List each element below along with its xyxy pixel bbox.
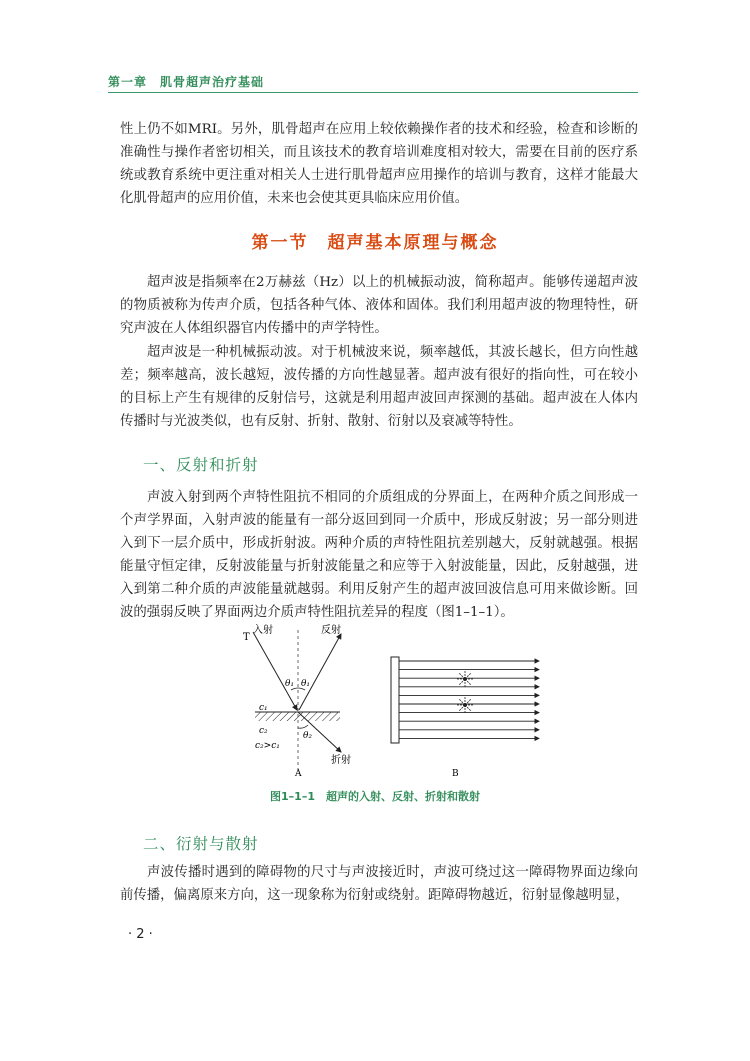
angle-arc-bottom: [298, 725, 308, 728]
label-theta1-left: θ₁: [285, 679, 295, 689]
label-theta2: θ₂: [303, 731, 313, 741]
scatterer-dot-bottom: [463, 703, 467, 707]
section-title: 第一节 超声基本原理与概念: [251, 233, 499, 253]
scatter-ray: [459, 673, 463, 677]
label-reflected: 反射: [321, 625, 341, 636]
scatter-ray: [467, 699, 471, 703]
scatter-ray: [467, 681, 471, 685]
label-refracted: 折射: [331, 755, 351, 766]
incident-ray: [253, 632, 297, 710]
subhead-reflection: 一、反射和折射: [143, 456, 259, 474]
scatter-ray: [467, 707, 471, 711]
scatter-ray: [467, 673, 471, 677]
header-rule: [108, 92, 638, 93]
label-t: T: [243, 632, 250, 643]
label-condition: c₂>c₁: [255, 741, 280, 751]
label-c2: c₂: [259, 726, 268, 736]
paragraph-ultrasound-definition: 超声波是指频率在2万赫兹（Hz）以上的机械振动波，简称超声。能够传递超声波的物质被称为传声介质，包括各种气体、液体和固体。我们利用超声波的物理特性，研究声波在人体组织器官内传播中的声学特性。: [120, 275, 638, 336]
paragraph-reflection: 声波入射到两个声特性阻抗不相同的介质组成的分界面上，在两种介质之间形成一个声学界面，入射声波的能量有一部分返回到同一介质中，形成反射波；另一部分则进入到下一层介质中，形成折射波。两种介质的声特性阻抗差别越大，反射就越强。根据能量守恒定律，反射波能量与折射波能量之和应等于入射波能量，因此，反射越强，进入到第二种介质的声波能量就越弱。利用反射产生的超声波回波信息可用来做诊断。回波的强弱反映了界面两边介质声特性阻抗差异的程度（图1–1–1）。: [120, 490, 638, 620]
figure-svg: [225, 620, 545, 785]
label-c1: c₁: [259, 703, 268, 713]
label-incident: 入射: [253, 625, 273, 636]
scatterer-bottom: [456, 696, 474, 714]
page-number: · 2 ·: [128, 927, 153, 942]
subhead-diffraction: 二、衍射与散射: [143, 835, 259, 853]
label-b: B: [452, 769, 459, 779]
running-header: 第一章 肌骨超声治疗基础: [108, 75, 265, 89]
paragraph-intro-continued: 性上仍不如MRI。另外，肌骨超声在应用上较依赖操作者的技术和经验，检查和诊断的准确性与操作者密切相关，而且该技术的教育培训难度相对较大，需要在目前的医疗系统或教育系统中更注重对相关人士进行肌骨超声应用操作的培训与教育，这样才能最大化肌骨超声的应用价值，未来也会使其更具临床应用价值。: [120, 122, 638, 206]
scatter-ray: [459, 707, 463, 711]
label-theta1-right: θ₁: [301, 679, 311, 689]
paragraph-diffraction: 声波传播时遇到的障碍物的尺寸与声波接近时，声波可绕过这一障碍物界面边缘向前传播，偏离原来方向，这一现象称为衍射或绕射。距障碍物越近，衍射显像越明显，: [120, 865, 638, 903]
transducer: [391, 657, 399, 743]
scatterer-top: [456, 670, 474, 688]
scatterer-dot-top: [463, 677, 467, 681]
figure-caption: 图1–1–1 超声的入射、反射、折射和散射: [270, 790, 480, 803]
beam-lines: [399, 661, 539, 738]
label-a: A: [295, 769, 302, 779]
paragraph-mechanical-wave: 超声波是一种机械振动波。对于机械波来说，频率越低，其波长越长，但方向性越差；频率越高，波长越短，波传播的方向性越显著。超声波有很好的指向性，可在较小的目标上产生有规律的反射信号，这就是利用超声波回声探测的基础。超声波在人体内传播时与光波类似，也有反射、折射、散射、衍射以及衰减等特性。: [120, 345, 638, 429]
reflected-ray: [299, 634, 341, 710]
diagram-a: [243, 623, 351, 779]
scatter-ray: [459, 699, 463, 703]
figure-1-1-1: [225, 620, 545, 785]
scatter-ray: [459, 681, 463, 685]
interface-hatch: [255, 712, 340, 721]
diagram-b: [391, 657, 539, 779]
